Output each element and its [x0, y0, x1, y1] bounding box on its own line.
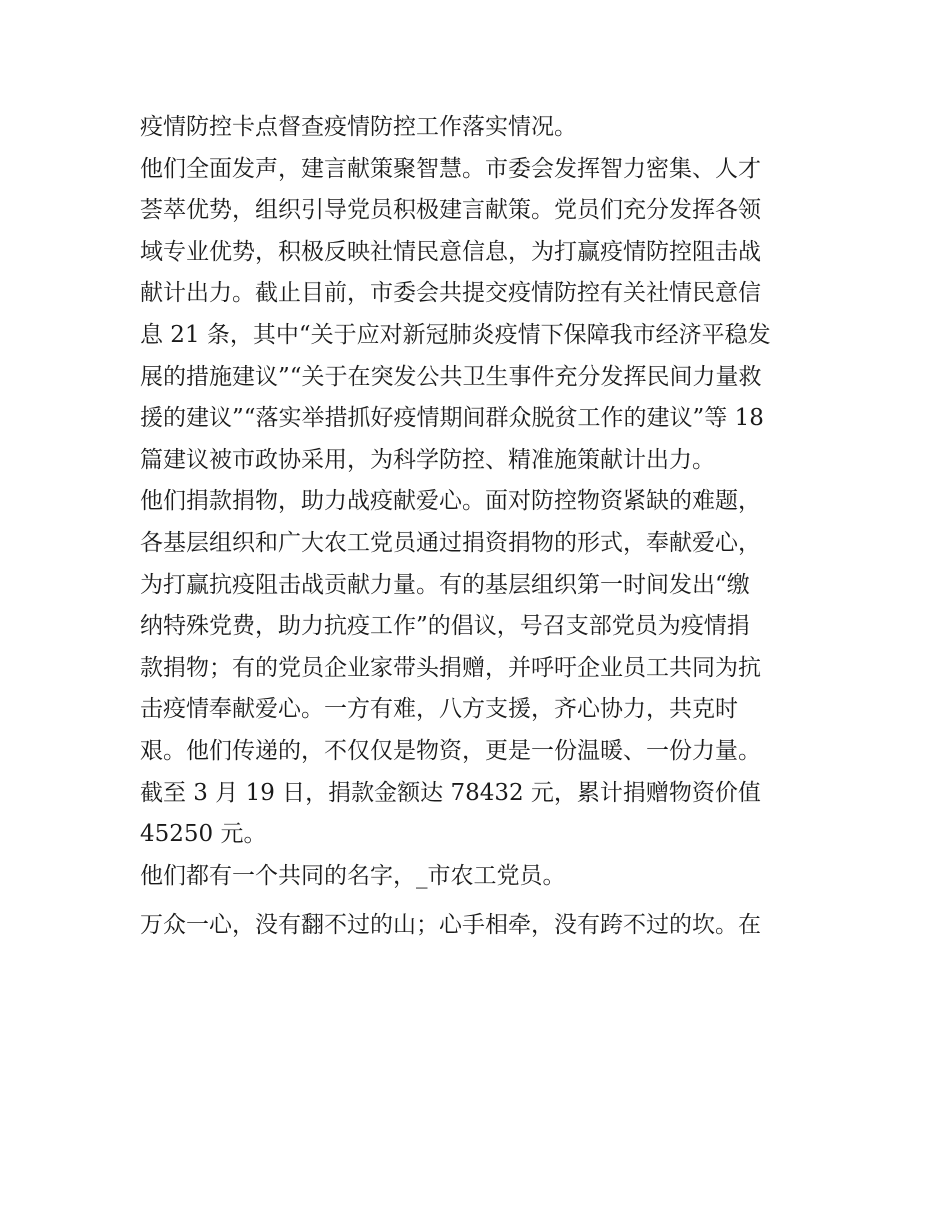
text-line-2: 他们全面发声，建言献策聚智慧。市委会发挥智力密集、人才 — [140, 155, 761, 182]
text-line-9: 篇建议被市政协采用，为科学防控、精准施策献计出力。 — [140, 446, 715, 473]
text-line-10: 他们捐款捐物，助力战疫献爱心。面对防控物资紧缺的难题， — [140, 488, 761, 515]
text-line-1: 疫情防控卡点督查疫情防控工作落实情况。 — [140, 114, 577, 140]
text-line-20: 万众一心，没有翻不过的山；心手相牵，没有跨不过的坎。在 — [140, 912, 761, 939]
text-line-14: 款捐物；有的党员企业家带头捐赠，并呼吁企业员工共同为抗 — [140, 654, 761, 681]
document-body — [140, 107, 820, 947]
text-line-19: 他们都有一个共同的名字，_市农工党员。 — [140, 862, 566, 889]
text-line-16: 艰。他们传递的，不仅仅是物资，更是一份温暖、一份力量。 — [140, 737, 761, 764]
text-line-15: 击疫情奉献爱心。一方有难，八方支援，齐心协力，共克时 — [140, 696, 738, 723]
text-line-11: 各基层组织和广大农工党员通过捐资捐物的形式，奉献爱心， — [140, 529, 761, 556]
text-line-3: 荟萃优势，组织引导党员积极建言献策。党员们充分发挥各领 — [140, 197, 761, 224]
text-line-12: 为打赢抗疫阻击战贡献力量。有的基层组织第一时间发出“缴 — [140, 571, 750, 598]
text-line-4: 域专业优势，积极反映社情民意信息，为打赢疫情防控阻击战 — [140, 238, 761, 265]
text-line-17: 截至 3 月 19 日，捐款金额达 78432 元，累计捐赠物资价值 — [140, 779, 761, 806]
text-line-5: 献计出力。截止目前，市委会共提交疫情防控有关社情民意信 — [140, 280, 761, 307]
text-line-18: 45250 元。 — [140, 821, 267, 848]
text-line-8: 援的建议”“落实举措抓好疫情期间群众脱贫工作的建议”等 18 — [140, 405, 764, 432]
text-line-6: 息 21 条，其中“关于应对新冠肺炎疫情下保障我市经济平稳发 — [140, 321, 771, 348]
text-line-13: 纳特殊党费，助力抗疫工作”的倡议，号召支部党员为疫情捐 — [140, 613, 750, 640]
text-line-7: 展的措施建议”“关于在突发公共卫生事件充分发挥民间力量救 — [140, 363, 762, 390]
